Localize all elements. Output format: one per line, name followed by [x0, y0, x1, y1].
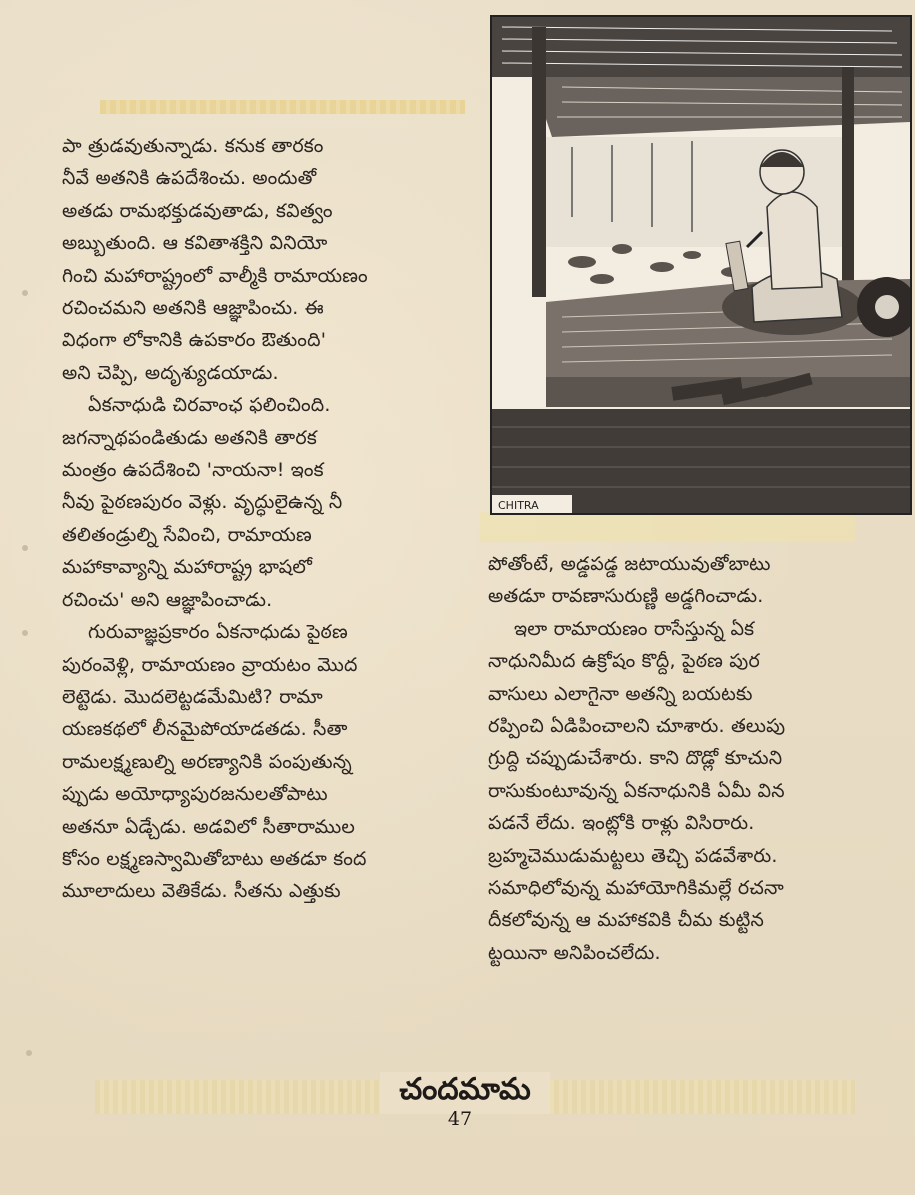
- artist-signature: CHITRA: [498, 499, 539, 512]
- text-line: రచించమని అతనికి ఆజ్ఞాపించు. ఈ: [62, 297, 324, 320]
- text-line: కోసం లక్ష్మణస్వామితోబాటు అతడూ కంద: [62, 847, 367, 870]
- text-line: వాసులు ఎలాగైనా అతన్ని బయటకు: [488, 682, 753, 705]
- binding-hole: [22, 630, 28, 636]
- text-line: తలితండ్రుల్ని సేవించి, రామాయణ: [62, 523, 312, 546]
- text-line: మంత్రం ఉపదేశించి 'నాయనా! ఇంక: [62, 459, 324, 482]
- text-line: పోతోంటే, అడ్డపడ్డ జటాయువుతోబాటు: [488, 553, 771, 575]
- text-line: సమాధిలోవున్న మహాయోగికిమల్లే రచనా: [488, 877, 784, 900]
- text-line: విధంగా లోకానికి ఉపకారం ఔతుంది': [62, 329, 327, 352]
- text-line: నాధునిమీద ఉక్రోషం కొద్దీ, పైఠణ పుర: [488, 650, 760, 673]
- illustration-scholar-writing: [490, 15, 912, 515]
- right-text-column: [488, 548, 860, 969]
- text-line: ఏకనాధుడి చిరవాంఛ ఫలించింది.: [88, 394, 331, 417]
- text-line: రామలక్ష్మణుల్ని అరణ్యానికి పంపుతున్న: [62, 750, 352, 773]
- text-line: మూలాదులు వెతికేడు. సీతను ఎత్తుకు: [62, 880, 341, 903]
- text-line: బ్రహ్మచెముడుమట్టలు తెచ్చి పడవేశారు.: [488, 844, 778, 867]
- text-line: గురువాజ్ఞప్రకారం ఏకనాధుడు పైఠణ: [88, 621, 348, 644]
- text-line: లెట్టెడు. మొదలెట్టడమేమిటి? రామా: [62, 685, 323, 708]
- left-text-column: [62, 130, 462, 908]
- text-line: గ్రుద్ది చప్పుడుచేశారు. కాని దొడ్లో కూచుని: [488, 747, 783, 770]
- text-line: అని చెప్పి, అదృశ్యుడయాడు.: [62, 361, 279, 384]
- header-decoration: [100, 100, 465, 114]
- text-line: జగన్నాథపండితుడు అతనికి తారక: [62, 426, 317, 449]
- text-line: పడనే లేదు. ఇంట్లోకి రాళ్లు విసిరారు.: [488, 812, 755, 835]
- column-decoration: [480, 512, 855, 542]
- magazine-title: చందమామ: [380, 1072, 550, 1114]
- text-line: నీవు పైఠణపురం వెళ్లు. వృద్ధులైఉన్న నీ: [62, 491, 343, 514]
- page-number: 47: [447, 1108, 473, 1130]
- binding-hole: [22, 290, 28, 296]
- text-line: ఇలా రామాయణం రాసేస్తున్న ఏక: [514, 617, 755, 640]
- binding-hole: [26, 1050, 32, 1056]
- text-line: అతనూ ఏడ్చేడు. అడవిలో సీతారాముల: [62, 815, 356, 838]
- text-line: రాసుకుంటూవున్న ఏకనాధునికి ఏమీ విన: [488, 779, 785, 802]
- text-line: అబ్బుతుంది. ఆ కవితాశక్తిని వినియో: [62, 232, 328, 255]
- text-line: రచించు' అని ఆజ్ఞాపించాడు.: [62, 588, 273, 611]
- text-line: ట్టయినా అనిపించలేదు.: [488, 941, 661, 964]
- text-line: గించి మహారాష్ట్రంలో వాల్మీకి రామాయణం: [62, 264, 368, 287]
- text-line: నీవే అతనికి ఉపదేశించు. అందుతో: [62, 167, 317, 190]
- text-line: అతడు రామభక్తుడవుతాడు, కవిత్వం: [62, 199, 333, 222]
- text-line: పా త్రుడవుతున్నాడు. కనుక తారకం: [62, 135, 324, 157]
- text-line: దీకలోవున్న ఆ మహాకవికి చీమ కుట్టిన: [488, 909, 765, 932]
- text-line: రప్పించి ఏడిపించాలని చూశారు. తలుపు: [488, 715, 786, 738]
- text-line: పురంవెళ్లి, రామాయణం వ్రాయటం మొద: [62, 653, 358, 676]
- binding-hole: [22, 545, 28, 551]
- text-line: అతడూ రావణాసురుణ్ణి అడ్డగించాడు.: [488, 585, 764, 608]
- text-line: ప్పుడు అయోధ్యాపురజనులతోపాటు: [62, 783, 328, 806]
- text-line: మహాకావ్యాన్ని మహారాష్ట్ర భాషలో: [62, 556, 313, 579]
- text-line: యణకథలో లీనమైపోయాడతడు. సీతా: [62, 718, 348, 741]
